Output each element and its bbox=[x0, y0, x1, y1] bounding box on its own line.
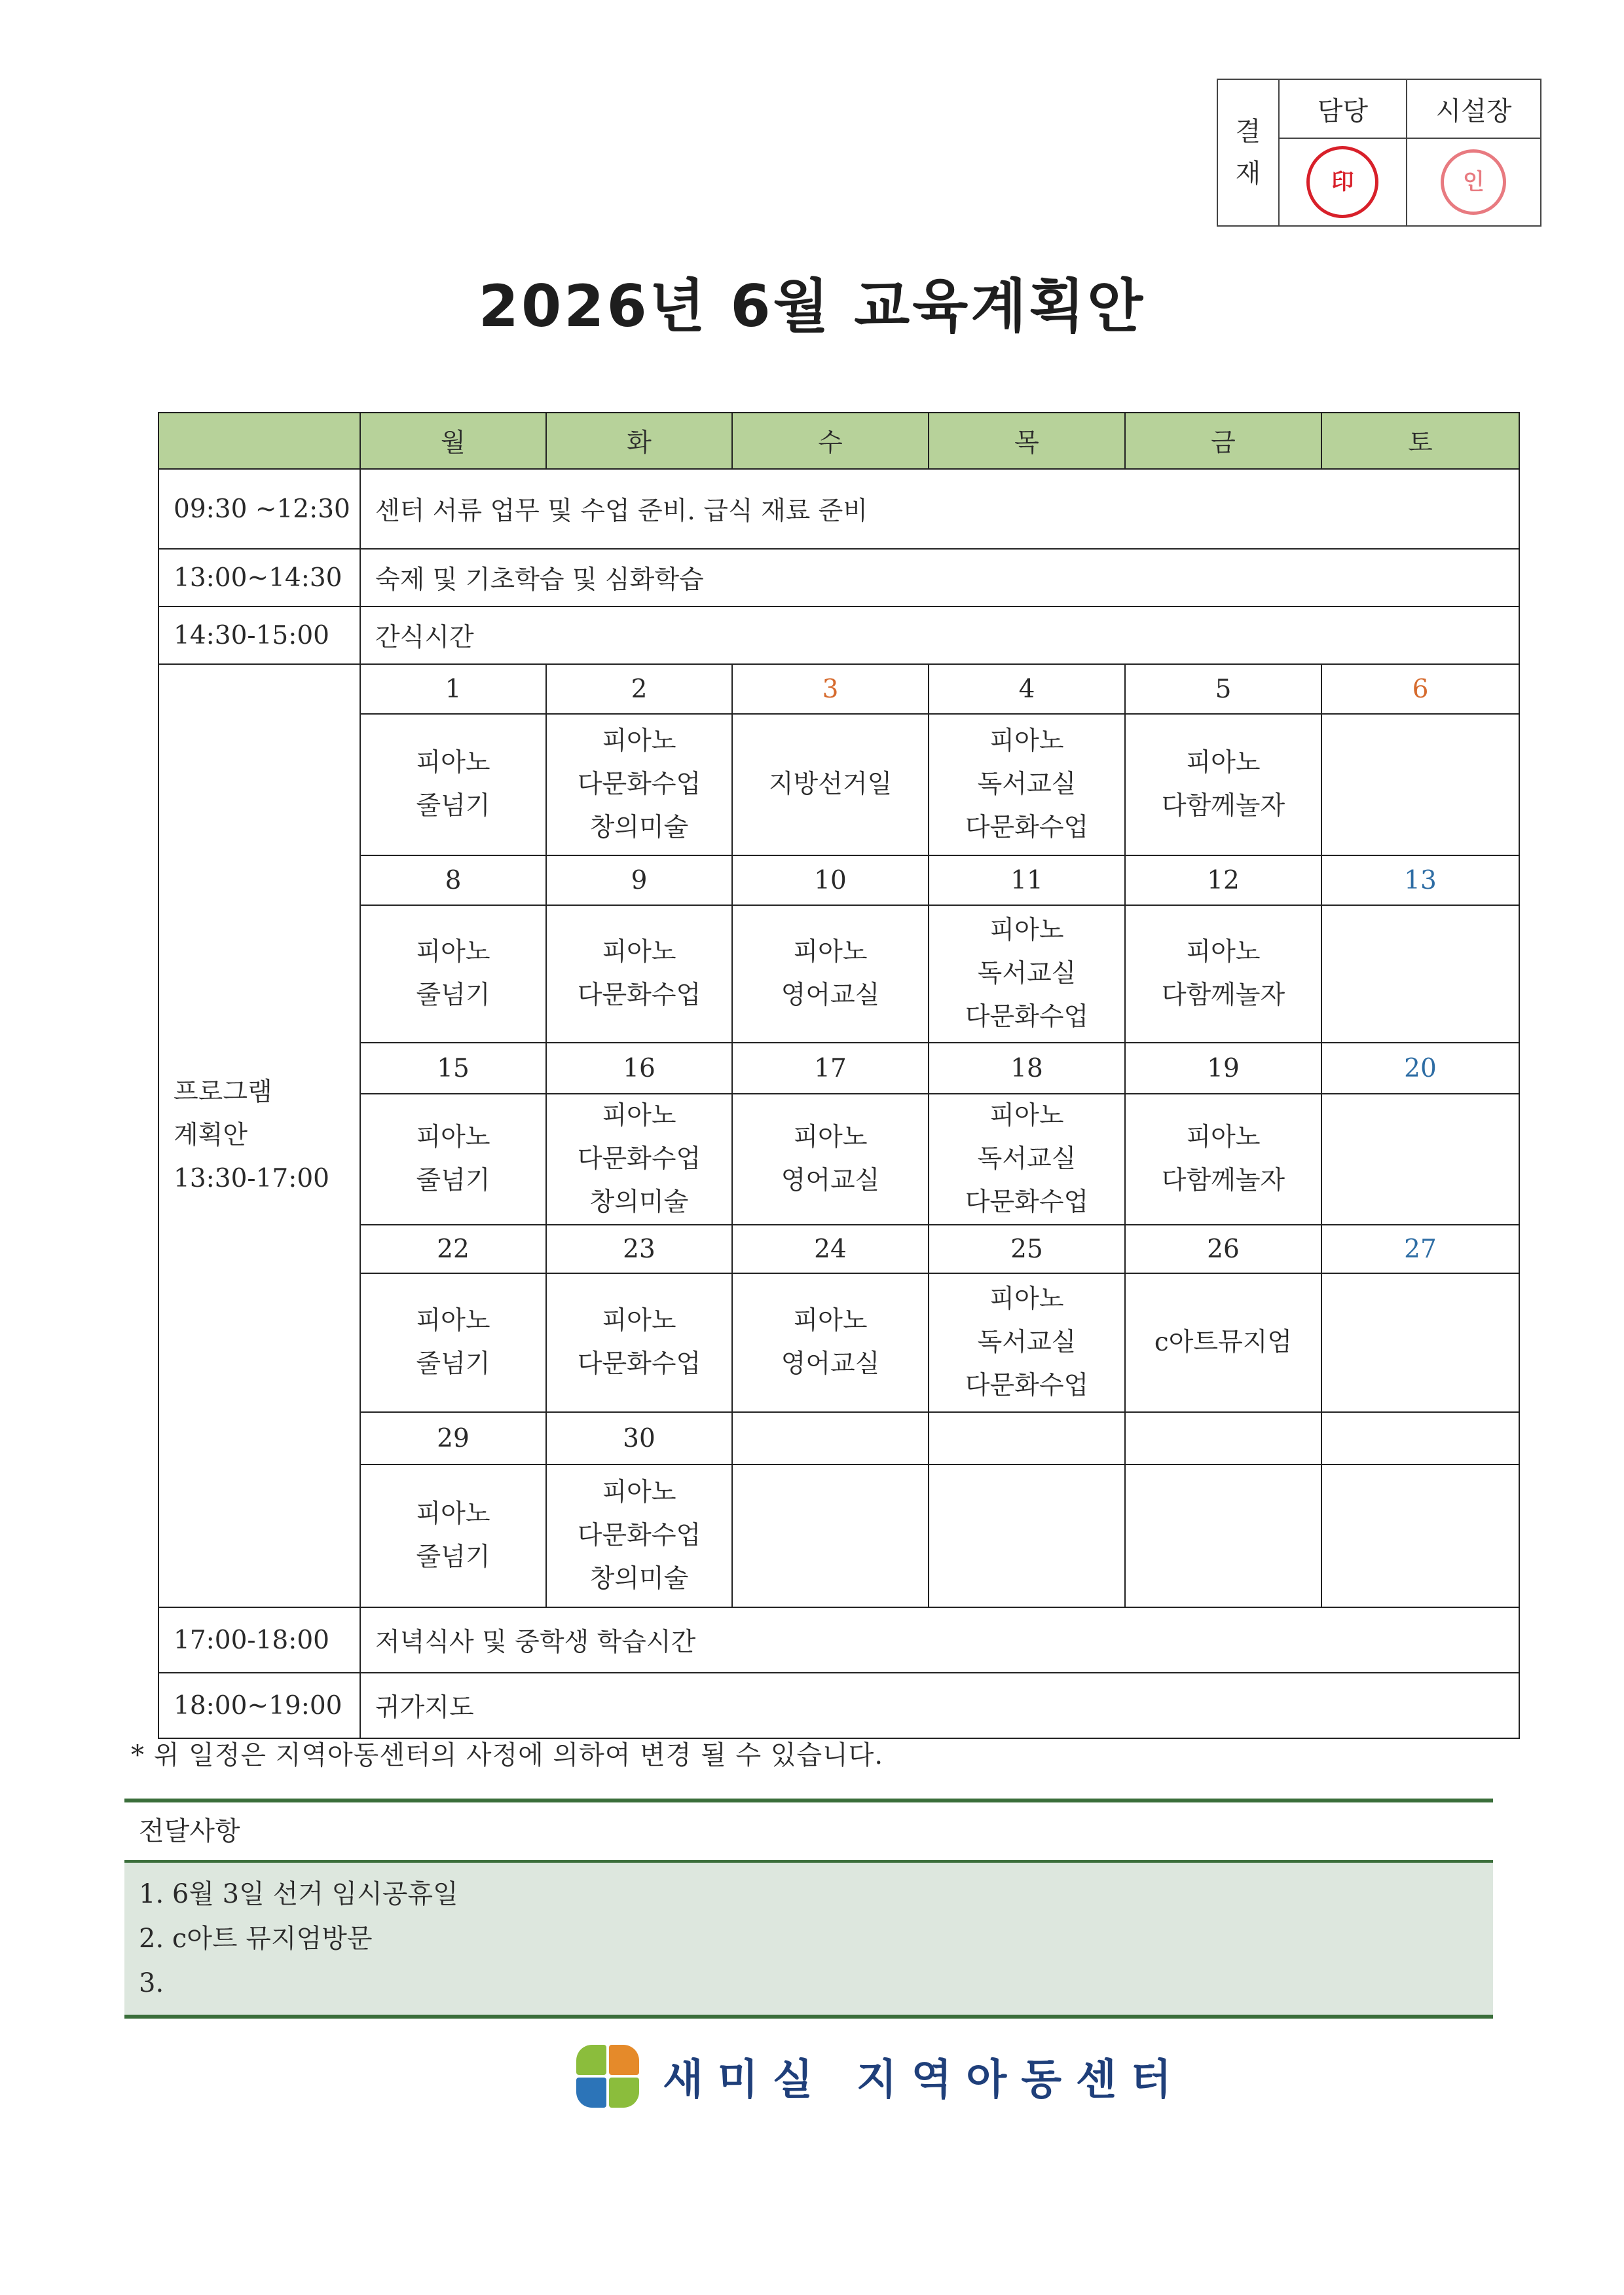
activity-cell bbox=[1125, 1094, 1321, 1225]
week-activity-row bbox=[158, 714, 1519, 855]
activity-item: 피아노 bbox=[416, 1499, 490, 1529]
activity-item: 줄넘기 bbox=[416, 1166, 490, 1195]
activity-item: 다문화수업 bbox=[965, 813, 1089, 842]
activity-item: 지방선거일 bbox=[768, 770, 893, 799]
header-corner bbox=[158, 413, 360, 469]
activity-item: 피아노 bbox=[602, 1478, 676, 1507]
date-cell: 4 bbox=[929, 664, 1125, 714]
activity-item: 피아노 bbox=[416, 1123, 490, 1152]
notice-box bbox=[124, 1799, 1493, 2019]
date-cell: 26 bbox=[1125, 1225, 1321, 1273]
activity-item: 줄넘기 bbox=[416, 980, 490, 1010]
week-activity-row bbox=[158, 905, 1519, 1043]
activity-cell bbox=[360, 1094, 546, 1225]
activity-item: 피아노 bbox=[989, 1101, 1064, 1130]
activity-item: 피아노 bbox=[416, 748, 490, 777]
weekday-header-row bbox=[158, 413, 1519, 469]
activity-cell bbox=[360, 1465, 546, 1607]
week-date-row bbox=[158, 1043, 1519, 1094]
date-cell: 30 bbox=[546, 1412, 732, 1465]
activity-item: 피아노 bbox=[989, 916, 1064, 945]
activity-item: 줄넘기 bbox=[416, 1542, 490, 1572]
activity-item: c아트뮤지엄 bbox=[1154, 1328, 1293, 1357]
date-cell: 9 bbox=[546, 855, 732, 905]
header-day-fri: 금 bbox=[1125, 413, 1321, 469]
activity-cell bbox=[546, 1465, 732, 1607]
activity-item: 다문화수업 bbox=[965, 1002, 1089, 1032]
activity-item: 피아노 bbox=[1186, 748, 1261, 777]
activity-cell bbox=[732, 1465, 929, 1607]
activity-item: 줄넘기 bbox=[416, 1349, 490, 1379]
staff-seal-stamp: 印 bbox=[1306, 146, 1378, 218]
time-row bbox=[158, 549, 1519, 606]
activity-cell bbox=[546, 1273, 732, 1412]
date-cell: 19 bbox=[1125, 1043, 1321, 1094]
activity-item: 영어교실 bbox=[781, 1166, 880, 1195]
program-label bbox=[158, 664, 360, 1607]
activity-item: 다문화수업 bbox=[965, 1187, 1089, 1217]
activity-item: 영어교실 bbox=[781, 980, 880, 1010]
week-activity-row bbox=[158, 1273, 1519, 1412]
header-day-thu: 목 bbox=[929, 413, 1125, 469]
approval-col-staff: 담당 bbox=[1279, 79, 1407, 138]
activity-cell bbox=[1321, 1465, 1519, 1607]
week-activity-row bbox=[158, 1465, 1519, 1607]
activity-cell bbox=[1321, 905, 1519, 1043]
notice-item: 2. c아트 뮤지엄방문 bbox=[139, 1924, 373, 1954]
activity-cell bbox=[1125, 1273, 1321, 1412]
week-activity-row bbox=[158, 1094, 1519, 1225]
date-cell: 6 bbox=[1321, 664, 1519, 714]
time-row bbox=[158, 606, 1519, 664]
date-cell bbox=[929, 1412, 1125, 1465]
activity-cell bbox=[1321, 1094, 1519, 1225]
staff-stamp-cell bbox=[1279, 138, 1407, 226]
activity-cell bbox=[546, 1094, 732, 1225]
activity-cell bbox=[929, 905, 1125, 1043]
activity-item: 피아노 bbox=[989, 726, 1064, 756]
activity-item: 독서교실 bbox=[977, 1144, 1077, 1174]
program-label-line: 13:30-17:00 bbox=[174, 1164, 329, 1193]
time-slot-activity: 숙제 및 기초학습 및 심화학습 bbox=[360, 549, 1519, 606]
activity-item: 독서교실 bbox=[977, 770, 1077, 799]
activity-cell bbox=[1321, 1273, 1519, 1412]
activity-cell bbox=[1125, 905, 1321, 1043]
time-row bbox=[158, 1673, 1519, 1738]
activity-item: 피아노 bbox=[1186, 1123, 1261, 1152]
notice-body bbox=[124, 1863, 1493, 2019]
time-row bbox=[158, 469, 1519, 549]
activity-item: 줄넘기 bbox=[416, 791, 490, 821]
activity-item: 피아노 bbox=[602, 937, 676, 967]
date-cell: 12 bbox=[1125, 855, 1321, 905]
activity-item: 다함께놀자 bbox=[1161, 1166, 1285, 1195]
activity-item: 다문화수업 bbox=[577, 980, 701, 1010]
activity-cell bbox=[732, 714, 929, 855]
header-day-sat: 토 bbox=[1321, 413, 1519, 469]
activity-item: 영어교실 bbox=[781, 1349, 880, 1379]
week-date-row bbox=[158, 1225, 1519, 1273]
center-name: 새미실 지역아동센터 bbox=[663, 2056, 1186, 2104]
date-cell: 20 bbox=[1321, 1043, 1519, 1094]
activity-item: 피아노 bbox=[793, 1306, 868, 1335]
date-cell: 29 bbox=[360, 1412, 546, 1465]
activity-cell bbox=[929, 1273, 1125, 1412]
notice-heading: 전달사항 bbox=[124, 1799, 1493, 1863]
time-slot-activity: 간식시간 bbox=[360, 606, 1519, 664]
activity-cell bbox=[929, 714, 1125, 855]
activity-item: 다함께놀자 bbox=[1161, 980, 1285, 1010]
date-cell: 13 bbox=[1321, 855, 1519, 905]
activity-item: 피아노 bbox=[602, 1306, 676, 1335]
activity-cell bbox=[1321, 714, 1519, 855]
activity-cell bbox=[1125, 714, 1321, 855]
date-cell: 25 bbox=[929, 1225, 1125, 1273]
approval-box bbox=[1217, 79, 1541, 227]
time-slot-activity: 귀가지도 bbox=[360, 1673, 1519, 1738]
date-cell: 17 bbox=[732, 1043, 929, 1094]
time-slot-activity: 저녁식사 및 중학생 학습시간 bbox=[360, 1607, 1519, 1673]
week-date-row bbox=[158, 855, 1519, 905]
approval-col-director: 시설장 bbox=[1407, 79, 1541, 138]
activity-item: 다함께놀자 bbox=[1161, 791, 1285, 821]
activity-item: 피아노 bbox=[793, 937, 868, 967]
time-slot: 18:00~19:00 bbox=[158, 1673, 360, 1738]
activity-item: 피아노 bbox=[793, 1123, 868, 1152]
date-cell: 24 bbox=[732, 1225, 929, 1273]
notice-item: 3. bbox=[139, 1968, 164, 1998]
activity-cell bbox=[929, 1465, 1125, 1607]
time-slot: 09:30 ~12:30 bbox=[158, 469, 360, 549]
schedule-table bbox=[158, 412, 1520, 1739]
activity-item: 피아노 bbox=[1186, 937, 1261, 967]
activity-item: 창의미술 bbox=[589, 1187, 689, 1217]
center-logo-icon bbox=[576, 2045, 639, 2108]
activity-item: 다문화수업 bbox=[577, 1144, 701, 1174]
date-cell: 1 bbox=[360, 664, 546, 714]
activity-item: 피아노 bbox=[416, 937, 490, 967]
activity-item: 피아노 bbox=[989, 1284, 1064, 1314]
approval-label-line2: 재 bbox=[1235, 159, 1261, 189]
activity-cell bbox=[360, 1273, 546, 1412]
activity-cell bbox=[546, 714, 732, 855]
time-slot: 17:00-18:00 bbox=[158, 1607, 360, 1673]
activity-cell bbox=[732, 1273, 929, 1412]
time-slot-activity: 센터 서류 업무 및 수업 준비. 급식 재료 준비 bbox=[360, 469, 1519, 549]
activity-item: 다문화수업 bbox=[577, 1521, 701, 1550]
date-cell bbox=[1125, 1412, 1321, 1465]
date-cell: 11 bbox=[929, 855, 1125, 905]
date-cell: 23 bbox=[546, 1225, 732, 1273]
date-cell: 5 bbox=[1125, 664, 1321, 714]
time-slot: 13:00~14:30 bbox=[158, 549, 360, 606]
activity-cell bbox=[360, 714, 546, 855]
activity-cell bbox=[732, 1094, 929, 1225]
time-row bbox=[158, 1607, 1519, 1673]
date-cell: 8 bbox=[360, 855, 546, 905]
time-slot: 14:30-15:00 bbox=[158, 606, 360, 664]
date-cell: 15 bbox=[360, 1043, 546, 1094]
header-day-mon: 월 bbox=[360, 413, 546, 469]
activity-item: 독서교실 bbox=[977, 1328, 1077, 1357]
center-logo bbox=[576, 2043, 1186, 2109]
program-label-line: 계획안 bbox=[174, 1121, 248, 1150]
activity-item: 피아노 bbox=[602, 726, 676, 756]
date-cell: 10 bbox=[732, 855, 929, 905]
activity-cell bbox=[732, 905, 929, 1043]
week-date-row bbox=[158, 664, 1519, 714]
activity-item: 다문화수업 bbox=[577, 1349, 701, 1379]
date-cell bbox=[1321, 1412, 1519, 1465]
notice-item: 1. 6월 3일 선거 임시공휴일 bbox=[139, 1879, 458, 1909]
director-stamp-cell bbox=[1407, 138, 1541, 226]
date-cell: 16 bbox=[546, 1043, 732, 1094]
activity-cell bbox=[360, 905, 546, 1043]
activity-item: 창의미술 bbox=[589, 1564, 689, 1594]
activity-item: 창의미술 bbox=[589, 813, 689, 842]
director-seal-stamp: 인 bbox=[1441, 149, 1506, 215]
activity-item: 독서교실 bbox=[977, 959, 1077, 988]
date-cell: 27 bbox=[1321, 1225, 1519, 1273]
document-title: 2026년 6월 교육계획안 bbox=[478, 272, 1146, 340]
header-day-wed: 수 bbox=[732, 413, 929, 469]
activity-item: 다문화수업 bbox=[577, 770, 701, 799]
program-label-line: 프로그램 bbox=[174, 1077, 272, 1107]
date-cell: 2 bbox=[546, 664, 732, 714]
date-cell: 3 bbox=[732, 664, 929, 714]
date-cell: 18 bbox=[929, 1043, 1125, 1094]
activity-cell bbox=[546, 905, 732, 1043]
activity-cell bbox=[1125, 1465, 1321, 1607]
week-date-row bbox=[158, 1412, 1519, 1465]
date-cell bbox=[732, 1412, 929, 1465]
schedule-change-note: * 위 일정은 지역아동센터의 사정에 의하여 변경 될 수 있습니다. bbox=[131, 1740, 884, 1770]
date-cell: 22 bbox=[360, 1225, 546, 1273]
approval-label-line1: 결 bbox=[1235, 117, 1261, 147]
activity-item: 다문화수업 bbox=[965, 1371, 1089, 1400]
header-day-tue: 화 bbox=[546, 413, 732, 469]
approval-label bbox=[1217, 79, 1279, 226]
activity-cell bbox=[929, 1094, 1125, 1225]
activity-item: 피아노 bbox=[416, 1306, 490, 1335]
activity-item: 피아노 bbox=[602, 1101, 676, 1130]
